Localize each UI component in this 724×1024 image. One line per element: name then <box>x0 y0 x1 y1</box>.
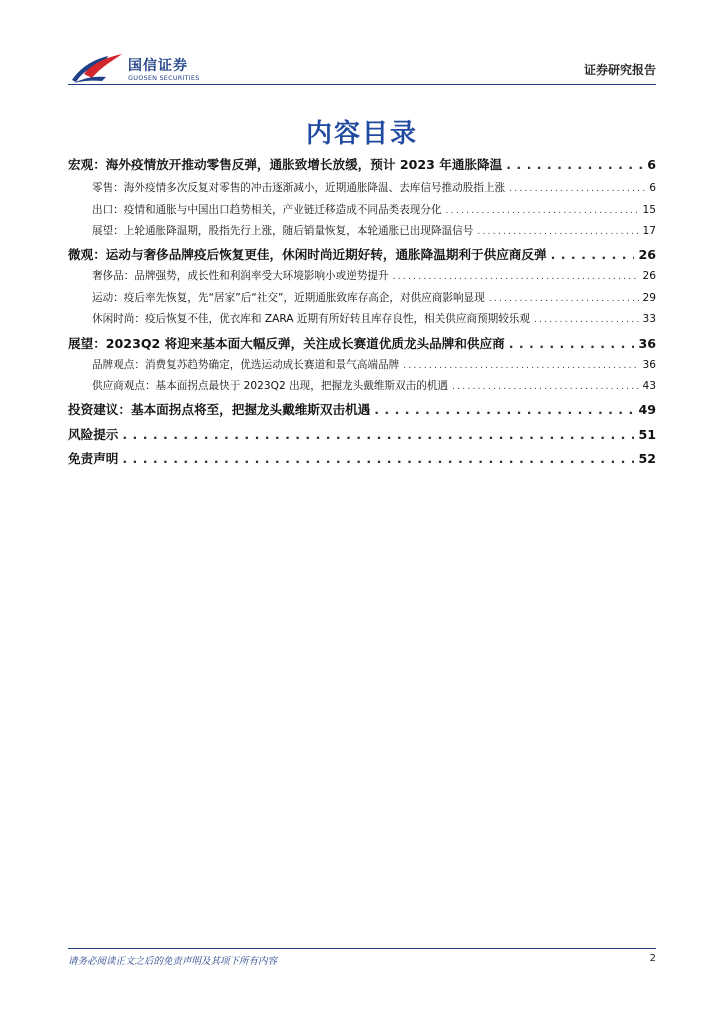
toc-entry-text: 免责声明 <box>68 451 119 466</box>
page-header <box>68 48 656 88</box>
toc-entry-text: 展望：上轮通胀降温期，股指先行上涨，随后销量恢复，本轮通胀已出现降温信号 <box>92 225 474 237</box>
toc-entry[interactable] <box>68 357 656 372</box>
toc-page-number: 29 <box>642 292 656 304</box>
toc-entry-text: 展望：2023Q2 将迎来基本面大幅反弹，关注成长赛道优质龙头品牌和供应商 <box>68 336 505 351</box>
toc-entry-text: 运动：疫后率先恢复，先“居家”后“社交”，近期通胀致库存高企，对供应商影响显现 <box>92 292 485 304</box>
toc-leader-dots <box>122 451 634 466</box>
toc-entry[interactable] <box>68 290 656 305</box>
toc-leader-dots <box>509 336 635 351</box>
toc-entry[interactable] <box>68 311 656 326</box>
logo-text-en: GUOSEN SECURITIES <box>128 74 200 82</box>
toc-leader-dots <box>477 227 638 237</box>
toc-entry-text: 休闲时尚：疫后恢复不佳，优衣库和 ZARA 近期有所好转且库存良性，相关供应商预期较乐观 <box>92 313 530 325</box>
toc-leader-dots <box>506 157 643 172</box>
toc-entry-text: 投资建议：基本面拐点将至，把握龙头戴维斯双击机遇 <box>68 402 371 417</box>
header-divider <box>68 84 656 85</box>
toc-page-number: 6 <box>649 182 656 194</box>
toc-entry[interactable] <box>68 268 656 283</box>
toc-page-number: 43 <box>642 380 656 392</box>
toc-page-number: 15 <box>642 204 656 216</box>
footer-divider <box>68 948 656 949</box>
toc-entry-text: 零售：海外疫情多次反复对零售的冲击逐渐减小，近期通胀降温、去库信号推动股指上涨 <box>92 182 506 194</box>
toc-page-number: 26 <box>638 247 656 262</box>
toc-page-number: 17 <box>642 225 656 237</box>
toc-page-number: 52 <box>638 451 656 466</box>
logo-text-cn: 国信证券 <box>128 58 188 74</box>
disclaimer-note: 请务必阅读正文之后的免责声明及其项下所有内容 <box>68 956 278 967</box>
toc-leader-dots <box>393 272 639 282</box>
toc-entry[interactable] <box>68 223 656 238</box>
toc-entry[interactable] <box>68 378 656 393</box>
toc-page-number: 6 <box>647 157 656 172</box>
toc-entry-text: 奢侈品：品牌强势，成长性和利润率受大环境影响小或逆势提升 <box>92 270 389 282</box>
toc-page-number: 49 <box>638 402 656 417</box>
toc-entry-text: 出口：疫情和通胀与中国出口趋势相关，产业链迁移造成不同品类表现分化 <box>92 204 442 216</box>
toc-page-number: 36 <box>642 359 656 371</box>
toc-entry[interactable] <box>68 333 656 352</box>
toc-leader-dots <box>489 294 639 304</box>
toc-leader-dots <box>374 402 634 417</box>
toc-entry-text: 供应商观点：基本面拐点最快于 2023Q2 出现，把握龙头戴维斯双击的机遇 <box>92 380 448 392</box>
toc-leader-dots <box>551 247 635 262</box>
toc-page-number: 51 <box>638 427 656 442</box>
toc-leader-dots <box>122 427 634 442</box>
toc-entry[interactable] <box>68 244 656 263</box>
toc-entry-text: 风险提示 <box>68 427 119 442</box>
toc-leader-dots <box>446 206 639 216</box>
toc-entry-text: 微观：运动与奢侈品牌疫后恢复更佳，休闲时尚近期好转，通胀降温期利于供应商反弹 <box>68 247 547 262</box>
guosen-logo <box>70 50 210 84</box>
toc-entry[interactable] <box>68 399 656 418</box>
page-number: 2 <box>649 953 656 964</box>
toc-leader-dots <box>534 315 639 325</box>
toc-title: 内容目录 <box>305 119 418 149</box>
toc-entry[interactable] <box>68 424 656 443</box>
toc-leader-dots <box>403 361 638 371</box>
toc-entry[interactable] <box>68 448 656 467</box>
toc-page-number: 26 <box>642 270 656 282</box>
toc-entry-text: 品牌观点：消费复苏趋势确定，优选运动成长赛道和景气高端品牌 <box>92 359 400 371</box>
report-type-label: 证券研究报告 <box>583 63 656 77</box>
toc-leader-dots <box>452 382 639 392</box>
guosen-logo-icon <box>70 50 124 84</box>
toc-page-number: 36 <box>638 336 656 351</box>
toc-page-number: 33 <box>642 313 656 325</box>
toc-leader-dots <box>509 184 645 194</box>
toc-entry[interactable] <box>68 154 656 173</box>
toc-entry[interactable] <box>68 180 656 195</box>
toc-entry-text: 宏观：海外疫情放开推动零售反弹，通胀致增长放缓，预计 2023 年通胀降温 <box>68 157 503 172</box>
toc-entry[interactable] <box>68 202 656 217</box>
